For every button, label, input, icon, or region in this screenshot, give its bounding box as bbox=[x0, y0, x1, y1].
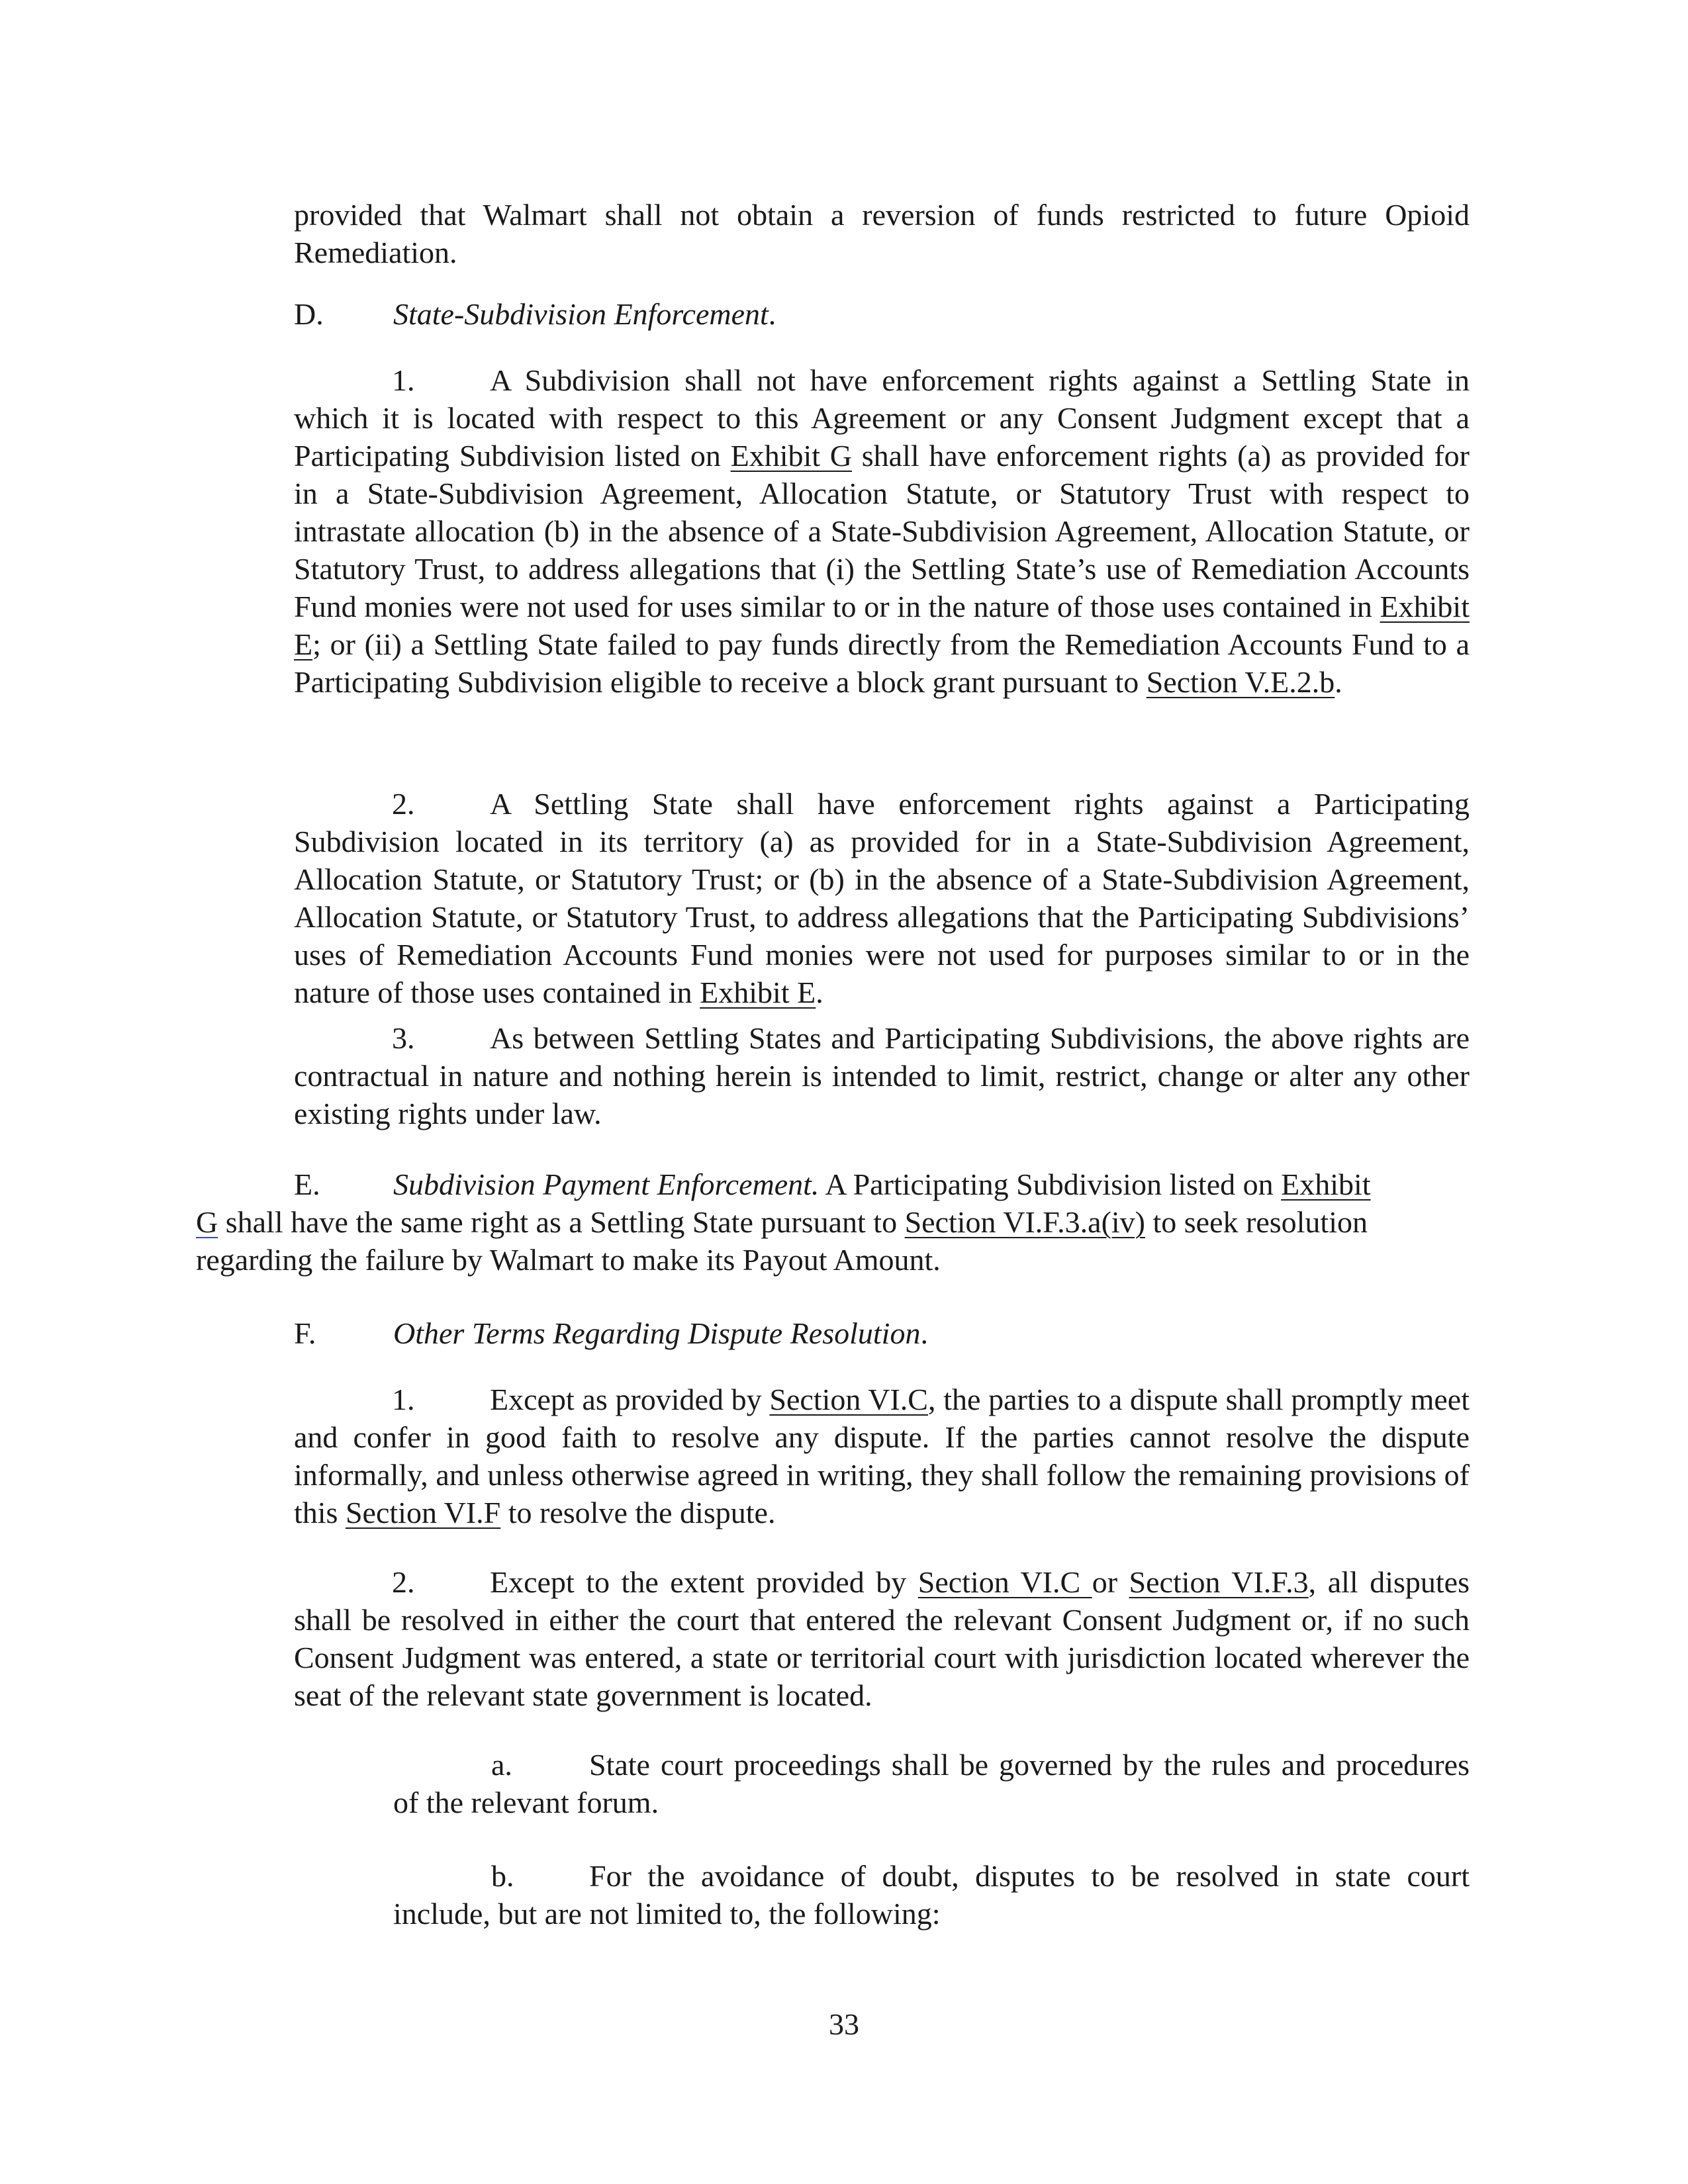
section-f-paragraph-1 bbox=[294, 1381, 1470, 1531]
section-vi-f-3-link[interactable]: Section VI.F.3 bbox=[1129, 1565, 1309, 1599]
section-d-p2-period: . bbox=[816, 976, 823, 1009]
section-f-title: Other Terms Regarding Dispute Resolution bbox=[393, 1316, 921, 1350]
section-e-text-a: A Participating Subdivision listed on bbox=[825, 1167, 1282, 1201]
section-f-subparagraph-a bbox=[393, 1746, 1470, 1821]
section-d-paragraph-3 bbox=[294, 1019, 1470, 1132]
section-vi-f-link[interactable]: Section VI.F bbox=[345, 1496, 501, 1529]
section-f-p1-number: 1. bbox=[392, 1383, 415, 1416]
section-vi-c-link[interactable]: Section VI.C bbox=[769, 1383, 928, 1416]
section-d-p2-number: 2. bbox=[392, 787, 415, 821]
section-v-e-2-b-link[interactable]: Section V.E.2.b bbox=[1146, 665, 1335, 699]
exhibit-e-link-2[interactable]: Exhibit E bbox=[700, 976, 816, 1009]
intro-text: provided that Walmart shall not obtain a reversion of funds restricted to future Opioid Remediation. bbox=[294, 198, 1470, 269]
section-f-pa-number: a. bbox=[491, 1748, 512, 1782]
section-f-label: F. bbox=[294, 1316, 316, 1350]
section-d-title: State-Subdivision Enforcement bbox=[393, 297, 769, 331]
section-f-p1-text-b: , the parties to a dispute shall promptly meet and confer in good faith to resolve any dispute. If the parties cannot resolve the dispute informally, and unless otherwise agreed in writing, they shall follow the remaining provisions of this bbox=[294, 1383, 1470, 1529]
section-d-p2-text-a: A Settling State shall have enforcement rights against a Participating Subdivision located in its territory (a) as provided for in a State-Subdivision Agreement, Allocation Statute, or Statutory Trust; or (b) in the absence of a State-Subdivision Agreement, Allocation Statute, or Statutory Trust, to address allegations that the Participating Subdivisions’ uses of Remediation Accounts Fund monies were not used for purposes similar to or in the nature of those uses contained in bbox=[294, 787, 1470, 1009]
section-d-p1-text-c: ; or (ii) a Settling State failed to pay funds directly from the Remediation Accounts Fund to a Participating Subdivision eligible to receive a block grant pursuant to bbox=[294, 627, 1470, 699]
section-f-paragraph-2 bbox=[294, 1563, 1470, 1714]
section-d-p1-period: . bbox=[1335, 665, 1342, 699]
section-f-heading bbox=[294, 1314, 1470, 1352]
exhibit-g-link[interactable]: Exhibit G bbox=[730, 439, 853, 473]
section-f-p2-text-c: , all disputes shall be resolved in either the court that entered the relevant Consent Judgment or, if no such Consent Judgment was entered, a state or territorial court with jurisdiction located wherever the seat of the relevant state government is located. bbox=[294, 1565, 1470, 1712]
page-number: 33 bbox=[829, 2007, 859, 2041]
section-e-title: Subdivision Payment Enforcement. bbox=[393, 1167, 820, 1201]
section-vi-c-link-2[interactable]: Section VI.C bbox=[917, 1565, 1092, 1599]
section-f-pa-text: State court proceedings shall be governed by the rules and procedures of the relevant forum. bbox=[393, 1748, 1470, 1819]
section-d-paragraph-1 bbox=[294, 361, 1470, 701]
section-d-p1-text-a: A Subdivision shall not have enforcement rights against a Settling State in which it is located with respect to this Agreement or any Consent Judgment except that a Participating Subdivision listed on bbox=[294, 363, 1470, 473]
section-d-p1-text-b: shall have enforcement rights (a) as provided for in a State-Subdivision Agreement, Allocation Statute, or Statutory Trust with respect to intrastate allocation (b) in the absence of a State-Subdivision Agreement, Allocation Statute, or Statutory Trust, to address allegations that (i) the Settling State’s use of Remediation Accounts Fund monies were not used for uses similar to or in the nature of those uses contained in bbox=[294, 439, 1470, 623]
section-e-text-b: shall have the same right as a Settling State pursuant to bbox=[218, 1205, 905, 1239]
section-e-text-c: to seek resolution regarding the failure by Walmart to make its Payout Amount. bbox=[196, 1205, 1368, 1277]
section-d-paragraph-2 bbox=[294, 785, 1470, 1011]
section-f-subparagraph-b bbox=[393, 1857, 1470, 1933]
section-f-p2-text-b: or bbox=[1092, 1565, 1129, 1599]
section-f-p1-text-c: to resolve the dispute. bbox=[500, 1496, 776, 1529]
exhibit-g-link-2b[interactable]: G bbox=[196, 1205, 218, 1239]
section-f-pb-number: b. bbox=[491, 1859, 514, 1893]
section-vi-f-3-a-iv-link[interactable]: Section VI.F.3.a(iv) bbox=[904, 1205, 1145, 1239]
section-f-title-period: . bbox=[920, 1316, 928, 1350]
section-e-paragraph bbox=[196, 1165, 1470, 1279]
section-f-p1-text-a: Except as provided by bbox=[490, 1383, 770, 1416]
section-f-pb-text: For the avoidance of doubt, disputes to be resolved in state court include, but are not limited to, the following: bbox=[393, 1859, 1470, 1931]
section-d-p3-number: 3. bbox=[392, 1021, 415, 1055]
exhibit-g-link-2a[interactable]: Exhibit bbox=[1281, 1167, 1371, 1201]
section-d-heading bbox=[294, 295, 1470, 333]
section-d-p1-number: 1. bbox=[392, 363, 415, 397]
section-e-label: E. bbox=[294, 1167, 320, 1201]
section-d-p3-text: As between Settling States and Participating Subdivisions, the above rights are contractual in nature and nothing herein is intended to limit, restrict, change or alter any other existing rights under law. bbox=[294, 1021, 1470, 1130]
exhibit-e-link[interactable]: Exhibit E bbox=[294, 590, 1470, 661]
section-f-p2-number: 2. bbox=[392, 1565, 415, 1599]
section-d-label: D. bbox=[294, 297, 324, 331]
section-f-p2-text-a: Except to the extent provided by bbox=[490, 1565, 918, 1599]
intro-paragraph bbox=[294, 196, 1470, 271]
section-d-title-period: . bbox=[768, 297, 776, 331]
